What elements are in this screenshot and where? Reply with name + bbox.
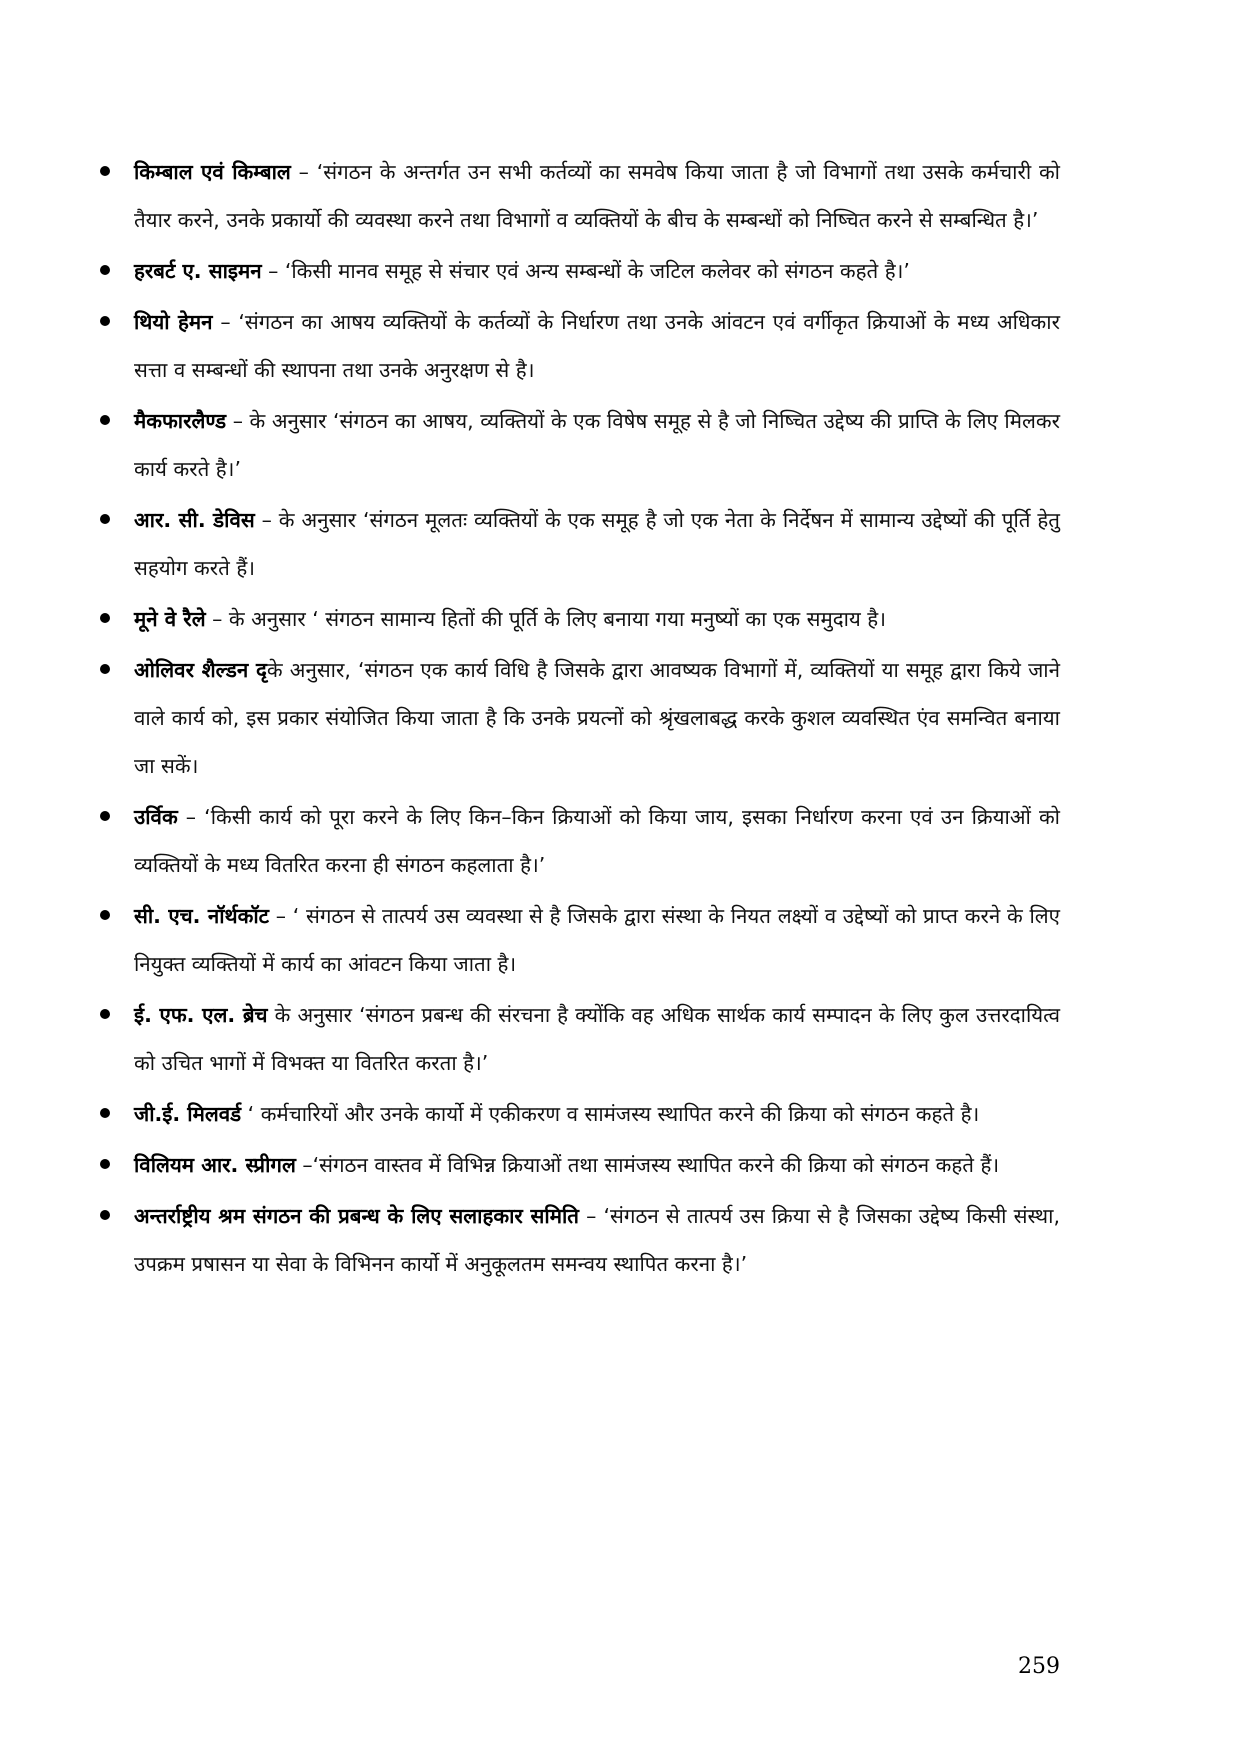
definitions-list bbox=[98, 148, 1060, 1291]
bullet-icon bbox=[100, 664, 110, 674]
list-item bbox=[98, 595, 1060, 643]
definition-text: – के अनुसार ‘संगठन मूलतः व्यक्तियों के एक समूह है जो एक नेता के निर्देषन में सामान्य उद्देष्यों की पूर्ति हेतु सहयोग करते हैं। bbox=[134, 508, 1060, 580]
bullet-icon bbox=[100, 1159, 110, 1169]
bullet-icon bbox=[100, 265, 110, 275]
author-name: जी.ई. मिलवर्ड bbox=[134, 1102, 242, 1126]
bullet-icon bbox=[100, 613, 110, 623]
author-name: थियो हेमन bbox=[134, 310, 213, 334]
bullet-icon bbox=[100, 316, 110, 326]
bullet-icon bbox=[100, 514, 110, 524]
author-name: अन्तर्राष्ट्रीय श्रम संगठन की प्रबन्ध के लिए सलाहकार समिति bbox=[134, 1204, 579, 1228]
definition-text: के अनुसार ‘संगठन प्रबन्ध की संरचना है क्योंकि वह अधिक सार्थक कार्य सम्पादन के लिए कुल उत्तरदायित्व को उचित भागों में विभक्त या वितरित करता है।’ bbox=[134, 1003, 1060, 1075]
definition-text: – ‘संगठन से तात्पर्य उस क्रिया से है जिसका उद्देष्य किसी संस्था, उपक्रम प्रषासन या सेवा के विभिनन कार्यो में अनुकूलतम समन्वय स्थापित करना है।’ bbox=[134, 1204, 1060, 1276]
bullet-icon bbox=[100, 910, 110, 920]
definition-text: – ‘किसी कार्य को पूरा करने के लिए किन–किन क्रियाओं को किया जाय, इसका निर्धारण करना एवं उन क्रियाओं को व्यक्तियों के मध्य वितरित करना ही संगठन कहलाता है।’ bbox=[134, 805, 1060, 877]
definition-text: – के अनुसार ‘संगठन का आषय, व्यक्तियों के एक विषेष समूह से है जो निष्चित उद्देष्य की प्राप्ति के लिए मिलकर कार्य करते है।’ bbox=[134, 409, 1061, 481]
definition-text: – ‘किसी मानव समूह से संचार एवं अन्य सम्बन्धों के जटिल कलेवर को संगठन कहते है।’ bbox=[261, 259, 910, 283]
list-item bbox=[98, 793, 1060, 889]
list-item bbox=[98, 892, 1060, 988]
bullet-icon bbox=[100, 1210, 110, 1220]
page-number: 259 bbox=[1018, 1654, 1060, 1679]
definition-text: के अनुसार, ‘संगठन एक कार्य विधि है जिसके द्वारा आवष्यक विभागों में, व्यक्तियों या समूह द्वारा किये जाने वाले कार्य को, इस प्रकार संयोजित किया जाता है कि उनके प्रयत्नों को श्रृंखलाबद्ध करके कुशल व्यवस्थित एंव समन्वित बनाया जा सकें। bbox=[134, 658, 1060, 778]
list-item bbox=[98, 397, 1060, 493]
author-name: ओलिवर शैल्डन दृ bbox=[134, 658, 267, 682]
bullet-icon bbox=[100, 415, 110, 425]
author-name: सी. एच. नॉर्थकॉट bbox=[134, 904, 269, 928]
definition-text: – ‘संगठन का आषय व्यक्तियों के कर्तव्यों के निर्धारण तथा उनके आंवटन एवं वर्गीकृत क्रियाओं के मध्य अधिकार सत्ता व सम्बन्धों की स्थापना तथा उनके अनुरक्षण से है। bbox=[134, 310, 1060, 382]
list-item bbox=[98, 1192, 1060, 1288]
definition-text: –‘संगठन वास्तव में विभिन्न क्रियाओं तथा सामंजस्य स्थापित करने की क्रिया को संगठन कहते हैं। bbox=[295, 1153, 1000, 1177]
bullet-icon bbox=[100, 811, 110, 821]
bullet-icon bbox=[100, 1009, 110, 1019]
bullet-icon bbox=[100, 166, 110, 176]
list-item bbox=[98, 148, 1060, 244]
author-name: उर्विक bbox=[134, 805, 178, 829]
author-name: किम्बाल एवं किम्बाल bbox=[134, 160, 291, 184]
definition-text: – ‘संगठन के अन्तर्गत उन सभी कर्तव्यों का समवेष किया जाता है जो विभागों तथा उसके कर्मचारी को तैयार करने, उनके प्रकार्यो की व्यवस्था करने तथा विभागों व व्यक्तियों के बीच के सम्बन्धों को निष्चित करने से सम्बन्धित है।’ bbox=[134, 160, 1060, 232]
definition-text: – ‘ संगठन से तात्पर्य उस व्यवस्था से है जिसके द्वारा संस्था के नियत लक्ष्यों व उद्देष्यों को प्राप्त करने के लिए नियुक्त व्यक्तियों में कार्य का आंवटन किया जाता है। bbox=[134, 904, 1060, 976]
list-item bbox=[98, 298, 1060, 394]
author-name: विलियम आर. स्प्रीगल bbox=[134, 1153, 296, 1177]
list-item bbox=[98, 247, 1060, 295]
author-name: हरबर्ट ए. साइमन bbox=[134, 259, 262, 283]
list-item bbox=[98, 1141, 1060, 1189]
list-item bbox=[98, 1090, 1060, 1138]
author-name: मैकफारलैण्ड bbox=[134, 409, 227, 433]
author-name: आर. सी. डेविस bbox=[134, 508, 255, 532]
definition-text: – के अनुसार ‘ संगठन सामान्य हितों की पूर्ति के लिए बनाया गया मनुष्यों का एक समुदाय है। bbox=[205, 607, 886, 631]
list-item bbox=[98, 991, 1060, 1087]
list-item bbox=[98, 646, 1060, 790]
author-name: ई. एफ. एल. ब्रेच bbox=[134, 1003, 268, 1027]
bullet-icon bbox=[100, 1108, 110, 1118]
author-name: मूने वे रैले bbox=[134, 607, 206, 631]
definition-text: ‘ कर्मचारियों और उनके कार्यो में एकीकरण व सामंजस्य स्थापित करने की क्रिया को संगठन कहते है। bbox=[241, 1102, 980, 1126]
list-item bbox=[98, 496, 1060, 592]
